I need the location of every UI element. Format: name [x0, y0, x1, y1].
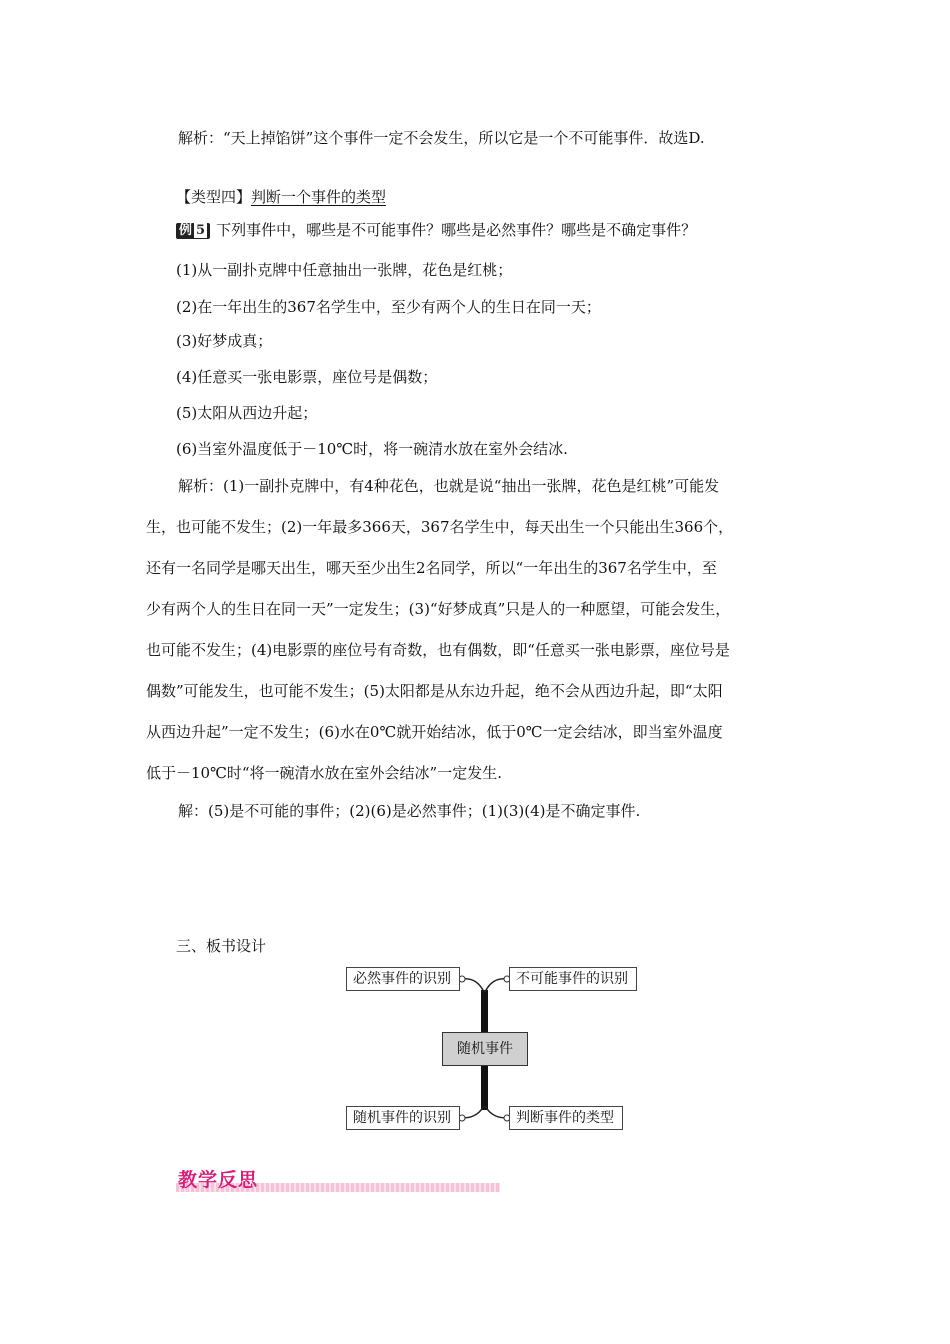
type-header-title: 判断一个事件的类型 [251, 188, 387, 206]
analysis-line: 生，也可能不发生；(2)一年最多366天，367名学生中，每天出生一个只能出生366个， [146, 518, 734, 536]
analysis-line: 也可能不发生；(4)电影票的座位号有奇数，也有偶数，即“任意买一张电影票，座位号是 [146, 641, 730, 659]
type-header-bracket: 【类型四】 [176, 188, 252, 206]
example-item: (1)从一副扑克牌中任意抽出一张牌，花色是红桃； [176, 261, 513, 279]
analysis-line: 从西边升起”一定不发生；(6)水在0℃就开始结冰，低于0℃一定会结冰，即当室外温度 [146, 723, 723, 741]
top-analysis-text: 解析：“天上掉馅饼”这个事件一定不会发生，所以它是一个不可能事件．故选D. [178, 129, 705, 147]
example-question-text: 下列事件中，哪些是不可能事件？哪些是必然事件？哪些是不确定事件？ [216, 221, 697, 239]
trunk-lower [481, 1064, 488, 1110]
branch-top-right [485, 979, 507, 992]
example-item: (3)好梦成真； [176, 332, 273, 350]
example-item: (6)当室外温度低于－10℃时，将一碗清水放在室外会结冰. [176, 440, 568, 458]
node-judge-event-type: 判断事件的类型 [509, 1106, 623, 1130]
trunk-upper [481, 990, 488, 1032]
analysis-line: 解析：(1)一副扑克牌中，有4种花色，也就是说“抽出一张牌，花色是红桃”可能发 [178, 477, 720, 495]
branch-bottom-left [462, 1106, 484, 1118]
branch-top-left [462, 979, 484, 992]
reflection-label: 教学反思 [178, 1169, 259, 1191]
analysis-line: 还有一名同学是哪天出生，哪天至少出生2名同学，所以“一年出生的367名学生中，至 [146, 559, 717, 577]
analysis-line: 低于－10℃时“将一碗清水放在室外会结冰”一定发生. [146, 764, 502, 782]
node-random-event-identify: 随机事件的识别 [346, 1106, 460, 1130]
node-random-event-center: 随机事件 [442, 1032, 528, 1066]
solution-text: 解：(5)是不可能的事件；(2)(6)是必然事件；(1)(3)(4)是不确定事件. [178, 802, 641, 820]
analysis-line: 少有两个人的生日在同一天”一定发生；(3)“好梦成真”只是人的一种愿望，可能会发生， [146, 600, 731, 618]
example-item: (5)太阳从西边升起； [176, 404, 318, 422]
analysis-line: 偶数”可能发生，也可能不发生；(5)太阳都是从东边升起，绝不会从西边升起，即“太阳 [146, 682, 723, 700]
example-item: (2)在一年出生的367名学生中，至少有两个人的生日在同一天； [176, 298, 601, 316]
example-badge-text: 例 [179, 223, 193, 238]
board-heading: 三、板书设计 [176, 937, 267, 955]
example-item: (4)任意买一张电影票，座位号是偶数； [176, 368, 438, 386]
example-badge-number: 5 [196, 223, 206, 238]
node-impossible-event: 不可能事件的识别 [509, 967, 637, 991]
branch-bottom-right [485, 1106, 507, 1118]
node-certain-event: 必然事件的识别 [346, 967, 460, 991]
